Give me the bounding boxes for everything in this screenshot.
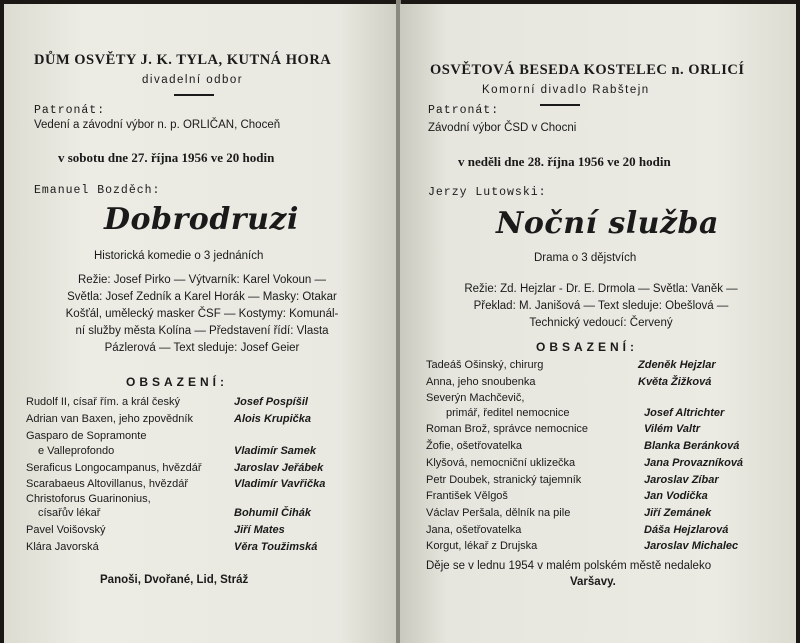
left-author: Emanuel Bozděch: [34,184,161,197]
left-department: divadelní odbor [142,74,244,86]
cast-row [26,478,386,494]
cast-row [26,541,386,557]
cast-actor: Josef Altrichter [644,407,725,419]
left-credit-line: Světla: Josef Zedník a Karel Horák — Masky: Otakar [67,291,337,303]
cast-actor: Vladimír Vavřička [234,478,326,490]
right-date: v neděli dne 28. října 1956 ve 20 hodin [458,154,671,169]
cast-actor: Květa Žižková [638,376,712,388]
cast-row [26,462,386,478]
right-play-title: Noční služba [496,206,719,241]
right-credit-line: Překlad: M. Janišová — Text sleduje: Obešlová — [473,300,729,312]
cast-role: primář, ředitel nemocnice [446,407,570,419]
cast-actor: Jaroslav Michalec [644,540,739,552]
cast-actor: Jiří Mates [234,524,285,536]
cast-role: Tadeáš Ošinský, chirurg [426,359,544,371]
cast-role: Žofie, ošetřovatelka [426,440,522,452]
cast-role: Petr Doubek, stranický tajemník [426,474,582,486]
cast-role: císařův lékař [38,507,101,519]
right-credit-line: Technický vedoucí: Červený [529,317,673,329]
right-page [400,4,796,643]
left-play-title: Dobrodruzi [104,202,299,237]
cast-row [26,430,386,446]
cast-row [426,392,786,408]
cast-role: Roman Brož, správce nemocnice [426,423,589,435]
cast-row [26,413,386,429]
cast-row [426,423,786,439]
right-footer-line1: Děje se v lednu 1954 v malém polském městě nedaleko [426,560,712,572]
left-venue: DŮM OSVĚTY J. K. TYLA, KUTNÁ HORA [34,52,332,68]
cast-role: Adrian van Baxen, jeho zpovědník [26,413,193,425]
cast-actor: Jaroslav Jeřábek [234,462,324,474]
right-genre: Drama o 3 dějstvích [534,252,637,264]
right-author: Jerzy Lutowski: [428,186,547,199]
left-cast-heading: OBSAZENÍ: [126,375,228,389]
cast-role: Christoforus Guarinonius, [26,493,151,505]
cast-row [426,457,786,473]
left-page [4,4,397,643]
cast-row [426,440,786,456]
right-credits [416,281,786,332]
cast-actor: Josef Pospíšil [234,396,308,408]
cast-actor: Blanka Beránková [644,440,740,452]
cast-actor: Zdeněk Hejzlar [638,359,716,371]
cast-row [426,359,786,375]
cast-actor: Dáša Hejzlarová [644,524,729,536]
cast-actor: Jana Provazníková [644,457,744,469]
cast-role: Václav Peršala, dělník na pile [426,507,571,519]
left-credit-line: Pázlerová — Text sleduje: Josef Geier [104,342,300,354]
cast-role: Severýn Machčevič, [426,392,525,404]
cast-actor: Bohumil Čihák [234,507,312,519]
right-cast-heading: OBSAZENÍ: [536,340,638,354]
cast-role: Scarabaeus Altovillanus, hvězdář [26,478,189,490]
cast-row [426,524,786,540]
left-patron: Vedení a závodní výbor n. p. ORLIČAN, Choceň [34,119,281,131]
cast-row [26,445,386,461]
cast-row [426,540,786,556]
cast-row [26,524,386,540]
cast-role: Korgut, lékař z Drujska [426,540,538,552]
cast-role: Klára Javorská [26,541,99,553]
right-footer-line2: Varšavy. [570,576,616,588]
cast-actor: Alois Krupička [234,413,312,425]
cast-row [426,474,786,490]
cast-row [426,376,786,392]
right-credit-line: Režie: Zd. Hejzlar - Dr. E. Drmola — Světla: Vaněk — [464,283,738,295]
cast-row [426,407,786,423]
cast-role: Klyšová, nemocniční uklizečka [426,457,576,469]
right-venue: OSVĚTOVÁ BESEDA KOSTELEC n. ORLICÍ [430,62,745,78]
cast-actor: Jaroslav Zíbar [644,474,719,486]
left-patron-label: Patronát: [34,104,106,117]
cast-row [426,507,786,523]
cast-role: Rudolf II, císař řím. a král český [26,396,181,408]
right-patron-label: Patronát: [428,104,500,117]
left-credit-line: ní služby města Kolína — Představení řídí: Vlasta [75,325,329,337]
right-divider [540,104,580,106]
cast-actor: Vladimír Samek [234,445,316,457]
right-department: Komorní divadlo Rabštejn [482,84,650,96]
left-divider [174,94,214,96]
cast-role: Gasparo de Sopramonte [26,430,147,442]
cast-role: Jana, ošetřovatelka [426,524,522,536]
cast-role: Pavel Voišovský [26,524,106,536]
cast-row [26,396,386,412]
cast-actor: Jan Vodička [644,490,708,502]
left-footer: Panoši, Dvořané, Lid, Stráž [100,574,249,586]
cast-actor: Jiří Zemánek [644,507,712,519]
cast-role: Seraficus Longocampanus, hvězdář [26,462,202,474]
left-credits [24,272,380,357]
left-genre: Historická komedie o 3 jednáních [94,250,264,262]
left-date: v sobotu dne 27. října 1956 ve 20 hodin [58,150,275,165]
left-credit-line: Režie: Josef Pirko — Výtvarník: Karel Vokoun — [78,274,326,286]
cast-role: e Valleprofondo [38,445,115,457]
cast-actor: Věra Toužimská [234,541,318,553]
left-credit-line: Košťál, umělecký masker ČSF — Kostymy: Komunál- [65,308,339,320]
cast-role: Anna, jeho snoubenka [426,376,536,388]
cast-row [26,507,386,523]
cast-role: František Vělgoš [426,490,508,502]
right-patron: Závodní výbor ČSD v Chocni [428,122,577,134]
cast-row [426,490,786,506]
cast-actor: Vilém Valtr [644,423,701,435]
